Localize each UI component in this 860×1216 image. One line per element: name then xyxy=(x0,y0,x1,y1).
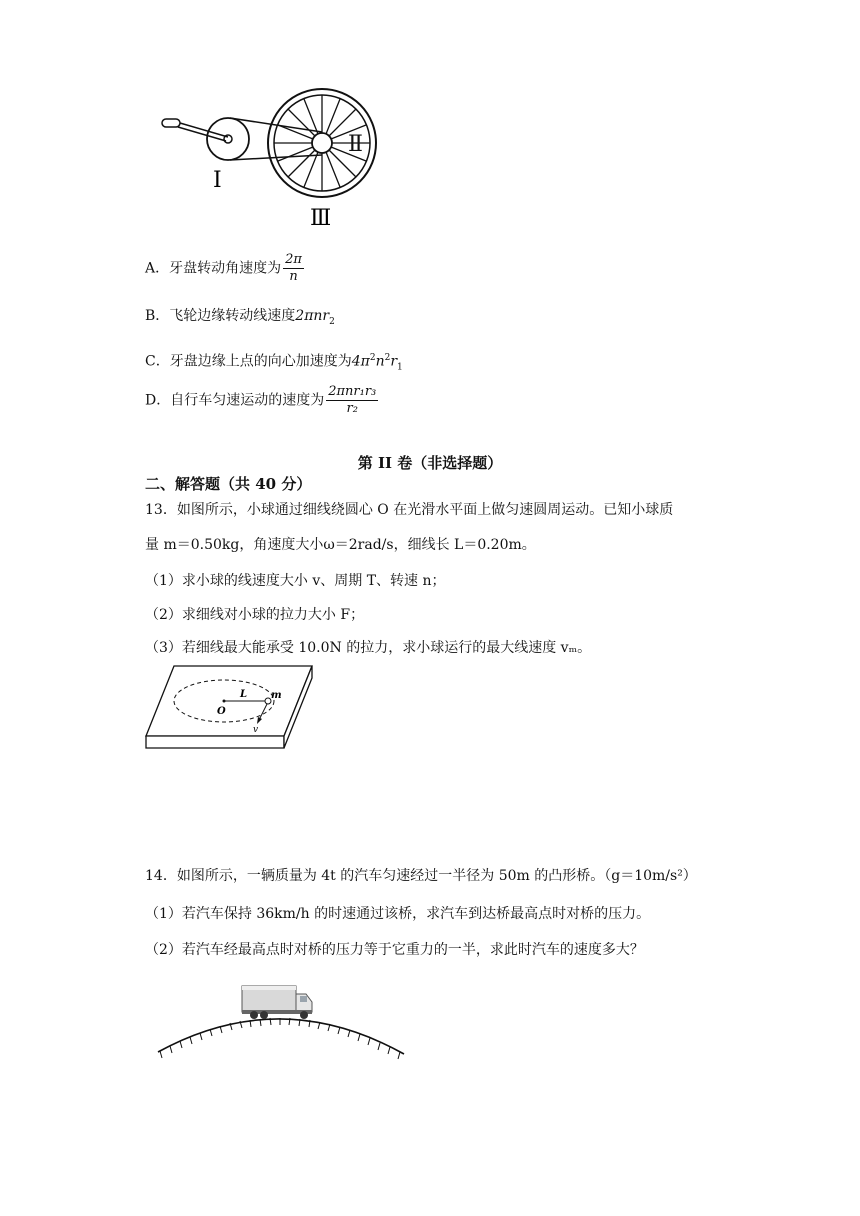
part-title: 二、解答题（共 40 分） xyxy=(145,475,312,493)
option-a-fraction: $\frac{2\pi}{n}$ xyxy=(285,252,302,284)
q13-sub2: （2）求细线对小球的拉力大小 F； xyxy=(145,607,365,623)
bridge-hatching xyxy=(160,1018,400,1059)
convex-bridge-figure xyxy=(150,980,415,1065)
q14-line1: 14．如图所示，一辆质量为 4t 的汽车匀速经过一半径为 50m 的凸形桥。（g＝10m/s²） xyxy=(145,868,697,884)
option-d-fraction: $\frac{\text{2πnr₁r₃}}{\text{r₂}}$ xyxy=(328,384,377,416)
fig-label-O: O xyxy=(217,706,226,717)
circular-motion-figure xyxy=(144,664,314,754)
option-c: C．牙盘边缘上点的向心加速度为$4\pi^2n^2r_1$ xyxy=(145,353,403,373)
q14-sub1: （1）若汽车保持 36km/h 的时速通过该桥，求汽车到达桥最高点时对桥的压力。 xyxy=(145,906,651,922)
label-chainring: Ⅰ xyxy=(213,168,222,193)
bicycle-gear-figure xyxy=(150,75,410,235)
label-wheel: Ⅲ xyxy=(310,206,332,231)
q13-line2: 量 m＝0.50kg，角速度大小ω＝2rad/s，细线长 L＝0.20m。 xyxy=(145,537,536,553)
q14-sub2: （2）若汽车经最高点时对桥的压力等于它重力的一半，求此时汽车的速度多大？ xyxy=(145,942,644,958)
volume-title: 第 II 卷（非选择题） xyxy=(357,454,503,472)
fig-label-v: v xyxy=(253,725,259,735)
option-b: B．飞轮边缘转动线速度2πnr$_2$ xyxy=(145,308,335,327)
fig-label-m: m xyxy=(271,690,282,701)
q13-sub1: （1）求小球的线速度大小 v、周期 T、转速 n； xyxy=(145,573,446,589)
fig-label-L: L xyxy=(240,689,248,700)
q13-sub3: （3）若细线最大能承受 10.0N 的拉力，求小球运行的最大线速度 vₘ。 xyxy=(145,640,592,656)
q13-line1: 13．如图所示，小球通过细线绕圆心 O 在光滑水平面上做匀速圆周运动。已知小球质 xyxy=(145,502,674,518)
option-a: A．牙盘转动角速度为 $\frac{2\pi}{n}$ xyxy=(145,252,302,284)
option-d: D．自行车匀速运动的速度为 $\frac{\text{2πnr₁r₃}}{\text{r₂}}$ xyxy=(145,384,377,416)
truck-icon xyxy=(242,986,312,1019)
label-freewheel: Ⅱ xyxy=(348,132,363,157)
